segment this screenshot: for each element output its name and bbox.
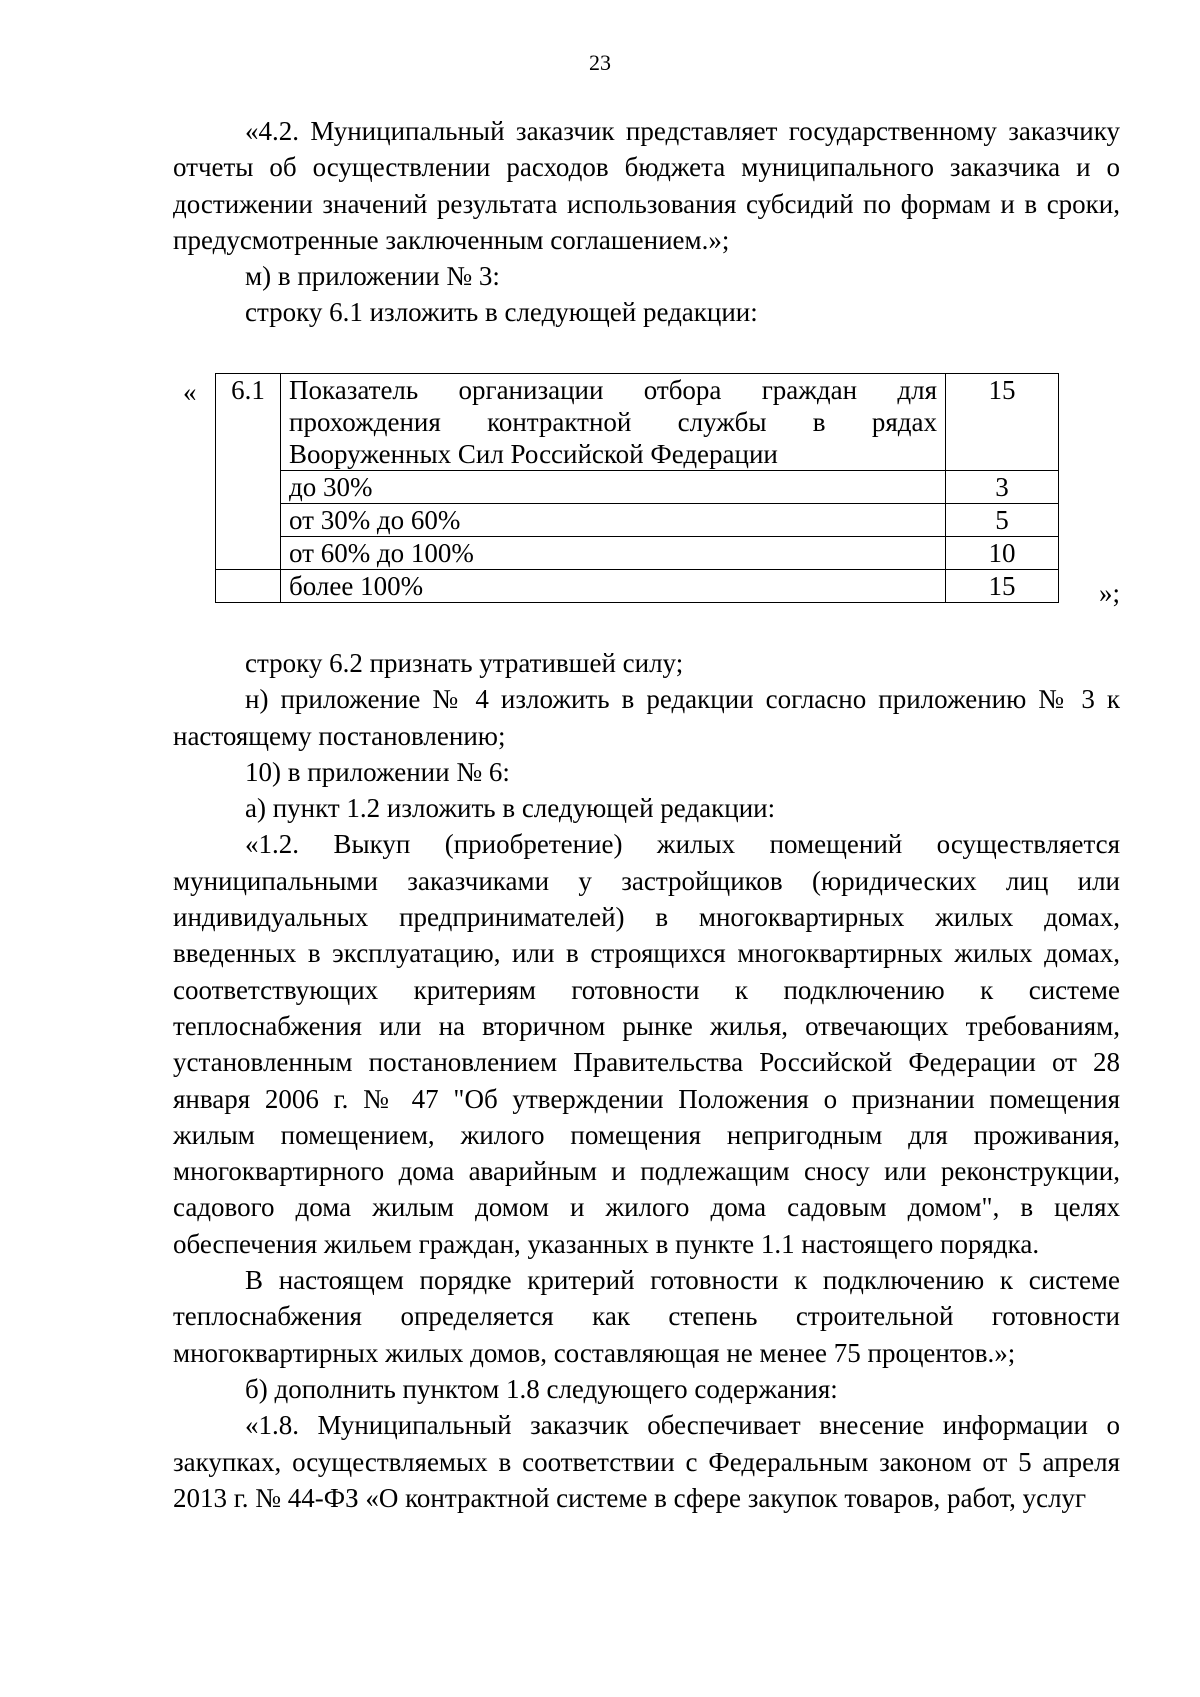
indicator-name-cell: Показатель организации отбора граждан для прохождения контрактной службы в рядах Вооруженных Сил Российской Федерации — [281, 374, 946, 471]
paragraph-1-8: «1.8. Муниципальный заказчик обеспечивает внесение информации о закупках, осуществляемых в соответствии с Федеральным законом от 5 апреля 2013 г. № 44-ФЗ «О контрактной системе в сфере закупок товаров, работ, услуг — [173, 1410, 1120, 1513]
range-label-cell: от 60% до 100% — [281, 537, 946, 570]
row-number-cell: 6.1 — [216, 374, 281, 471]
range-label-cell: от 30% до 60% — [281, 504, 946, 537]
bottom-text-block — [173, 645, 1120, 1516]
paragraph-row-6-1-intro: строку 6.1 изложить в следующей редакции: — [245, 297, 758, 328]
indicator-table — [215, 373, 1059, 603]
table-row — [216, 570, 1059, 603]
paragraph-criterion: В настоящем порядке критерий готовности к подключению к системе теплоснабжения определяется как степень строительной готовности многоквартирных жилых домов, составляющая не менее 75 процентов.»; — [173, 1265, 1120, 1368]
table-row — [216, 537, 1059, 570]
page-number: 23 — [589, 50, 611, 75]
closing-quote: »; — [1098, 578, 1120, 608]
paragraph-4-2: «4.2. Муниципальный заказчик представляет государственному заказчику отчеты об осуществлении расходов бюджета муниципального заказчика и о достижении значений результата использования субсидий по формам и в сроки, предусмотренные заключенным соглашением.»; — [173, 116, 1120, 255]
paragraph-item-m: м) в приложении № 3: — [245, 261, 500, 292]
paragraph-item-10: 10) в приложении № 6: — [245, 756, 510, 787]
table-row — [216, 374, 1059, 471]
indicator-value-cell: 15 — [946, 374, 1059, 471]
range-value-cell: 5 — [946, 504, 1059, 537]
row-number-spacer — [216, 504, 281, 537]
row-number-spacer — [216, 537, 281, 570]
row-number-spacer — [216, 570, 281, 603]
table-row — [216, 504, 1059, 537]
range-label-cell: более 100% — [281, 570, 946, 603]
replacement-row-block — [173, 373, 1120, 608]
paragraph-1-2: «1.2. Выкуп (приобретение) жилых помещений осуществляется муниципальными заказчиками у застройщиков (юридических лиц или индивидуальных предпринимателей) в многоквартирных жилых домах, введенных в эксплуатацию, или в строящихся многоквартирных жилых домах, соответствующих критериям готовности к подключению к системе теплоснабжения или на вторичном рынке жилья, отвечающих требованиям, установленным постановлением Правительства Российской Федерации от 28 января 2006 г. № 47 "Об утверждении Положения о признании помещения жилым помещением, жилого помещения непригодным для проживания, многоквартирного дома аварийным и подлежащим сносу или реконструкции, садового дома жилым домом и жилого дома садовым домом", в целях обеспечения жильем граждан, указанных в пункте 1.1 настоящего порядка. — [173, 829, 1120, 1259]
range-value-cell: 3 — [946, 471, 1059, 504]
paragraph-item-b: б) дополнить пунктом 1.8 следующего содержания: — [245, 1373, 838, 1404]
range-label-cell: до 30% — [281, 471, 946, 504]
range-value-cell: 15 — [946, 570, 1059, 603]
paragraph-row-6-2: строку 6.2 признать утратившей силу; — [245, 648, 684, 678]
row-number-spacer — [216, 471, 281, 504]
paragraph-item-n: н) приложение № 4 изложить в редакции согласно приложению № 3 к настоящему постановлению; — [173, 684, 1120, 751]
range-value-cell: 10 — [946, 537, 1059, 570]
top-text-block — [173, 113, 1120, 331]
paragraph-item-a: а) пункт 1.2 изложить в следующей редакции: — [245, 793, 776, 824]
opening-quote: « — [183, 377, 197, 407]
table-row — [216, 471, 1059, 504]
